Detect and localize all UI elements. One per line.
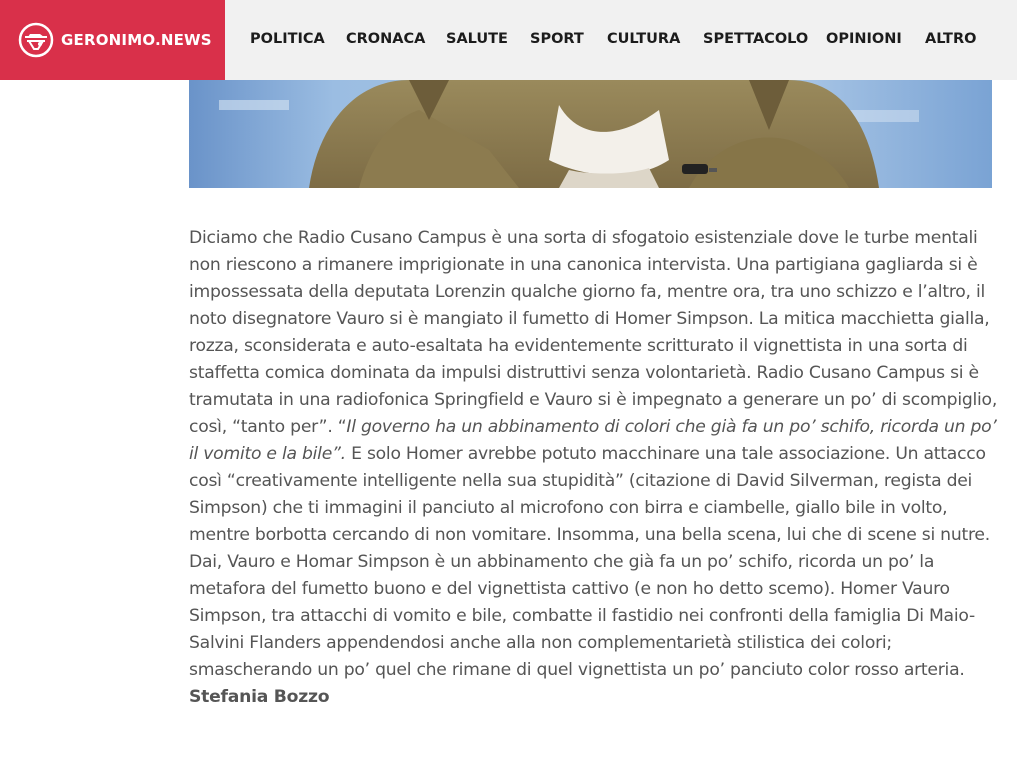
hero-photo [189,80,992,188]
nav-item-opinioni[interactable]: OPINIONI [826,31,902,47]
nav-item-sport[interactable]: SPORT [530,31,584,47]
nav-item-salute[interactable]: SALUTE [446,31,508,47]
article-hero-image [189,80,992,188]
nav-item-cultura[interactable]: CULTURA [607,31,681,47]
site-logo-link[interactable] [0,0,225,80]
geronimo-logo-icon [18,22,54,58]
article-paragraph [189,225,999,684]
nav-item-politica[interactable]: POLITICA [250,31,325,47]
article-quote: Il governo ha un abbinamento di colori che già fa un po’ schifo, ricorda un po’ il vomito e la bile”. [189,417,997,464]
nav-item-spettacolo[interactable]: SPETTACOLO [703,31,809,47]
article-text-part1: Diciamo che Radio Cusano Campus è una sorta di sfogatoio esistenziale dove le turbe mentali non riescono a rimanere imprigionate in una canonica intervista. Una partigiana gagliarda si è impossessata della deputata Lorenzin qualche giorno fa, mentre ora, tra uno schizzo e l’altro, il noto disegnatore Vauro si è mangiato il fumetto di Homer Simpson. La mitica macchietta gialla, rozza, sconsiderata e auto-esaltata ha evidentemente scritturato il vignettista in una sorta di staffetta comica dominata da impulsi distruttivi senza volontarietà. Radio Cusano Campus si è tramutata in una radiofonica Springfield e Vauro si è impegnato a generare un po’ di scompiglio, così, “tanto per”. “ [189,228,998,437]
nav-item-cronaca[interactable]: CRONACA [346,31,426,47]
article-body [189,225,999,711]
main-menu [225,0,1017,80]
article-text-part2: E solo Homer avrebbe potuto macchinare una tale associazione. Un attacco così “creativamente intelligente nella sua stupidità” (citazione di David Silverman, regista dei Simpson) che ti immagini il panciuto al microfono con birra e ciambelle, giallo bile in volto, mentre borbotta cercando di non vomitare. Insomma, una bella scena, lui che di scene si nutre. Dai, Vauro e Homar Simpson è un abbinamento che già fa un po’ schifo, ricorda un po’ la metafora del fumetto buono e del vignettista cattivo (e non ho detto scemo). Homer Vauro Simpson, tra attacchi di vomito e bile, combatte il fastidio nei confronti della famiglia Di Maio-Salvini Flanders appendendosi anche alla non complementarietà stilistica dei colori; smascherando un po’ quel che rimane di quel vignettista un po’ panciuto color rosso arteria. [189,444,990,680]
nav-item-altro[interactable]: ALTRO [925,31,977,47]
site-name: GERONIMO.NEWS [61,31,212,49]
top-navigation-bar [0,0,1017,80]
article-author: Stefania Bozzo [189,687,330,707]
